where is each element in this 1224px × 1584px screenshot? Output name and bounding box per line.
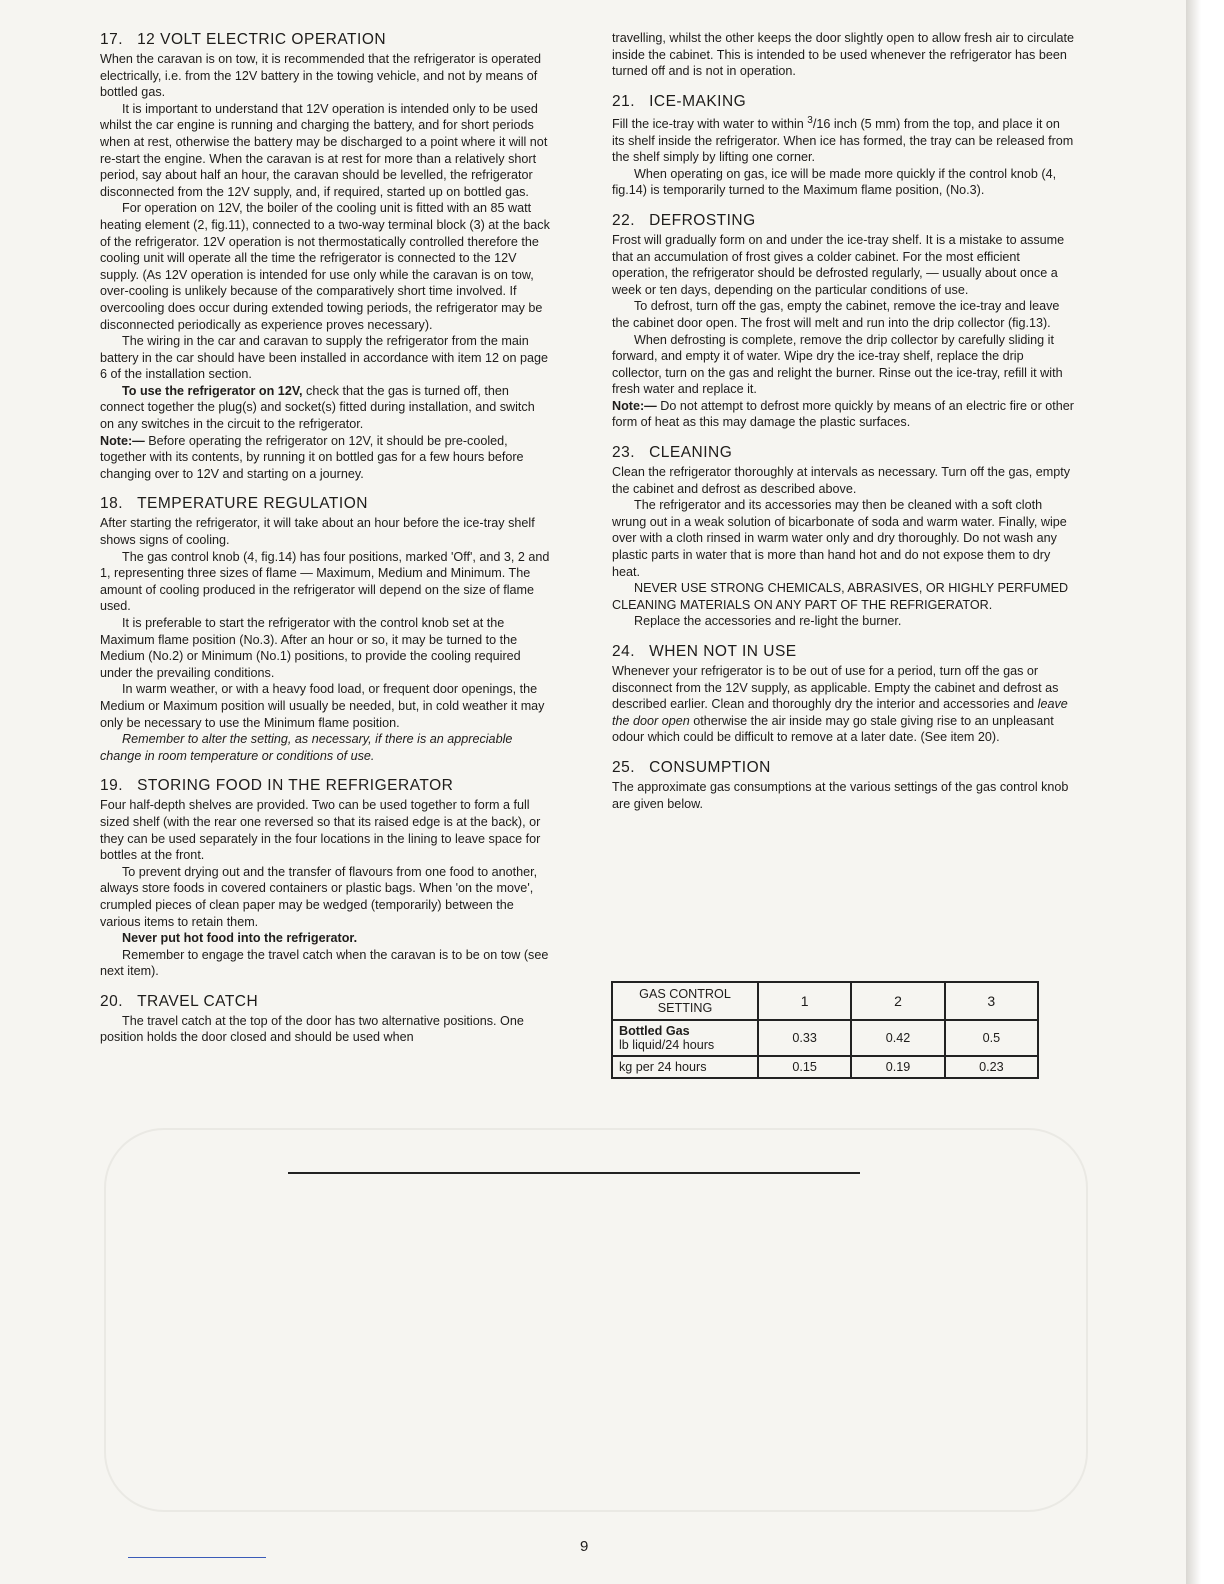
table-cell: 0.42 [851, 1020, 944, 1056]
paragraph: The refrigerator and its accessories may then be cleaned with a soft cloth wrung out in a weak solution of bicarbonate of soda and warm water. Finally, wipe over with a cloth rinsed in warm water only and dry thoroughly. Do not wash any plastic parts in water that is more than hand hot and do not expose them to dry heat. [612, 498, 1067, 579]
section-number: 21. [612, 92, 636, 110]
show-through-guarantee-panel [104, 1128, 1088, 1512]
paragraph [612, 663, 1076, 746]
section-17-heading [100, 30, 552, 49]
paragraph: To defrost, turn off the gas, empty the cabinet, remove the ice-tray and leave the cabinet door open. The frost will melt and run into the drip collector (fig.13). [612, 299, 1060, 330]
section-23-heading [612, 443, 1076, 462]
right-column [612, 30, 1076, 812]
paragraph: The wiring in the car and caravan to supply the refrigerator from the main battery in the car should have been installed in accordance with item 12 on page 6 of the installation section. [100, 334, 549, 382]
paragraph: To prevent drying out and the transfer of flavours from one food to another, always store foods in covered containers or plastic bags. When 'on the move', crumpled pieces of clean paper may be wedged (temporarily) between the various items to retain them. [100, 864, 538, 929]
section-22-heading [612, 211, 1076, 230]
section-title: 12 VOLT ELECTRIC OPERATION [137, 31, 387, 48]
section-number: 20. [100, 992, 124, 1010]
section-number: 22. [612, 211, 636, 229]
section-number: 23. [612, 444, 636, 462]
bold-lead: To use the refrigerator on 12V, [122, 383, 303, 398]
section-number: 25. [612, 758, 636, 776]
section-title: TRAVEL CATCH [137, 992, 259, 1010]
paragraph-text: Fill the ice-tray with water to within [612, 116, 808, 131]
table-header-setting: 2 [851, 982, 944, 1020]
paragraph: Replace the accessories and re-light the burner. [634, 614, 902, 629]
table-header-label: GAS CONTROL SETTING [612, 982, 758, 1020]
section-title: WHEN NOT IN USE [649, 643, 797, 660]
section-number: 17. [100, 31, 124, 48]
section-title: ICE-MAKING [649, 92, 747, 110]
horizontal-rule [288, 1172, 860, 1174]
paragraph: The gas control knob (4, fig.14) has four positions, marked 'Off', and 3, 2 and 1, representing three sizes of flame — Maximum, Medium and Minimum. The amount of cooling produced in the refrigerator will depend on the size of flame used. [100, 549, 550, 614]
paragraph: Never put hot food into the refrigerator. [122, 931, 358, 946]
paragraph: Frost will gradually form on and under the ice-tray shelf. It is a mistake to assume that an accumulation of frost gives a colder cabinet. For the most efficient operation, the refrigerator should be defrosted regularly, — usually about once a week or ten days, depending on the particular conditions of use. [612, 232, 1065, 297]
paragraph: It is important to understand that 12V operation is intended only to be used whilst the car engine is running and charging the battery, and for short periods when at rest, otherwise the battery may be discharged to a point where it will not re-start the engine. When the caravan is at rest for more than a relatively short period, say about half an hour, the caravan should be levelled, the refrigerator disconnected from the 12V supply, and, if required, started up on bottled gas. [100, 101, 548, 199]
section-title: CONSUMPTION [649, 758, 771, 776]
note-label: Note:— [100, 433, 145, 448]
paragraph-text: Whenever your refrigerator is to be out of use for a period, turn off the gas or disconnect from the 12V supply, as applicable. Empty the cabinet and defrost as described earlier. Clean and thoroughly dry the interior and accessories and [612, 664, 1059, 712]
paragraph: Four half-depth shelves are provided. Two can be used together to form a full sized shelf (with the rear one reversed so that its raised edge is at the back), or they can be used separately in the four locations in the lining to leave space for bottles at the front. [100, 798, 541, 863]
table-header-setting: 3 [945, 982, 1038, 1020]
page-number: 9 [580, 1538, 589, 1555]
table-row [612, 1020, 1038, 1056]
table-cell: 0.5 [945, 1020, 1038, 1056]
table-header-row [612, 982, 1038, 1020]
paragraph: After starting the refrigerator, it will take about an hour before the ice-tray shelf shows signs of cooling. [100, 516, 535, 548]
table-row [612, 1056, 1038, 1078]
table-header-setting: 1 [758, 982, 851, 1020]
section-number: 24. [612, 643, 636, 660]
bottom-mark [128, 1557, 266, 1558]
section-number: 18. [100, 495, 124, 513]
table-group-label: Bottled Gas [619, 1024, 690, 1038]
note-label: Note:— [612, 398, 657, 413]
section-25-heading [612, 758, 1076, 777]
fraction-denominator: /16 [812, 116, 831, 131]
table-cell: 0.15 [758, 1056, 851, 1078]
paragraph: The travel catch at the top of the door has two alternative positions. One position holds the door closed and should be used when [100, 1013, 524, 1045]
paragraph-text: inch (5 mm) from the top, and place it on its shelf inside the refrigerator. When ice has formed, the tray can be released from the shelf simply by lifting one corner. [612, 116, 1074, 165]
paragraph: Remember to alter the setting, as necessary, if there is an appreciable change in room temperature or conditions of use. [100, 732, 513, 763]
fraction-numerator: 3 [807, 114, 813, 126]
note-text: Before operating the refrigerator on 12V, it should be pre-cooled, together with its contents, by running it on bottled gas for a few hours before changing over to 12V and starting on a journey. [100, 433, 524, 481]
page-edge [1186, 0, 1224, 1584]
table-unit-label: lb liquid/24 hours [619, 1038, 715, 1052]
paragraph: Clean the refrigerator thoroughly at intervals as necessary. Turn off the gas, empty the cabinet and defrost as described above. [612, 465, 1071, 496]
section-title: DEFROSTING [649, 211, 756, 229]
paragraph: travelling, whilst the other keeps the door slightly open to allow fresh air to circulate inside the cabinet. This is intended to be used whenever the refrigerator has been turned off and is not in operation. [612, 31, 1075, 79]
section-title: CLEANING [649, 444, 733, 462]
paragraph: When defrosting is complete, remove the drip collector by carefully sliding it forward, and empty it of water. Wipe dry the ice-tray shelf, replace the drip collector, turn on the gas and relight the burner. Rinse out the ice-tray, refill it with fresh water and replace it. [612, 332, 1063, 397]
consumption-table [611, 981, 1039, 1079]
table-row-label [612, 1020, 758, 1056]
table-cell: 0.19 [851, 1056, 944, 1078]
section-number: 19. [100, 777, 124, 795]
section-19-heading [100, 776, 552, 795]
paragraph-text: otherwise the air inside may go stale giving rise to an unpleasant odour which could be difficult to remove at a later date. (See item 20). [612, 713, 1054, 745]
left-column [100, 30, 552, 1046]
paragraph: When operating on gas, ice will be made more quickly if the control knob (4, fig.14) is temporarily turned to the Maximum flame position, (No.3). [612, 166, 1057, 198]
paragraph [100, 383, 552, 433]
section-title: TEMPERATURE REGULATION [137, 495, 368, 513]
table-row-label: kg per 24 hours [612, 1056, 758, 1078]
table-cell: 0.23 [945, 1056, 1038, 1078]
paragraph: For operation on 12V, the boiler of the cooling unit is fitted with an 85 watt heating element (2, fig.11), connected to a two-way terminal block (3) at the back of the refrigerator. 12V operation is not thermostatically controlled therefore the cooling unit will operate all the time the refrigerator is connected to the 12V supply. (As 12V operation is intended for use only while the caravan is on tow, over-cooling is unlikely because of the comparatively short time involved. If overcooling does occur during extended towing periods, the refrigerator may be disconnected periodically as experience proves necessary). [100, 201, 550, 332]
section-18-heading [100, 494, 552, 513]
table-cell: 0.33 [758, 1020, 851, 1056]
section-title: STORING FOOD IN THE REFRIGERATOR [137, 777, 454, 795]
paragraph: It is preferable to start the refrigerator with the control knob set at the Maximum flame position (No.3). After an hour or so, it may be turned to the Medium (No.2) or Minimum (No.1) positions, to provide the cooling required under the prevailing conditions. [100, 616, 521, 680]
section-21-heading [612, 92, 1076, 111]
note [612, 398, 1076, 431]
paragraph: The approximate gas consumptions at the various settings of the gas control knob are given below. [612, 779, 1069, 811]
paragraph: When the caravan is on tow, it is recommended that the refrigerator is operated electrically, i.e. from the 12V battery in the towing vehicle, and not by means of bottled gas. [100, 52, 542, 100]
section-24-heading [612, 642, 1076, 661]
note-text: Do not attempt to defrost more quickly by means of an electric fire or other form of heat as this may damage the plastic surfaces. [612, 398, 1074, 430]
paragraph: In warm weather, or with a heavy food load, or frequent door openings, the Medium or Maximum position will usually be needed, but, in cold weather it may only be necessary to use the Minimum flame position. [100, 682, 545, 730]
paragraph: Remember to engage the travel catch when the caravan is to be on tow (see next item). [100, 947, 549, 979]
section-20-heading [100, 992, 552, 1011]
paragraph-text: check that the gas is turned off, then connect together the plug(s) and socket(s) fitted during installation, and switch on any switches in the circuit to the refrigerator. [100, 383, 535, 432]
paragraph [612, 113, 1076, 166]
paragraph: NEVER USE STRONG CHEMICALS, ABRASIVES, OR HIGHLY PERFUMED CLEANING MATERIALS ON ANY PART OF THE REFRIGERATOR. [612, 581, 1069, 612]
italic-text: leave the door open [612, 697, 1068, 728]
note [100, 433, 552, 483]
